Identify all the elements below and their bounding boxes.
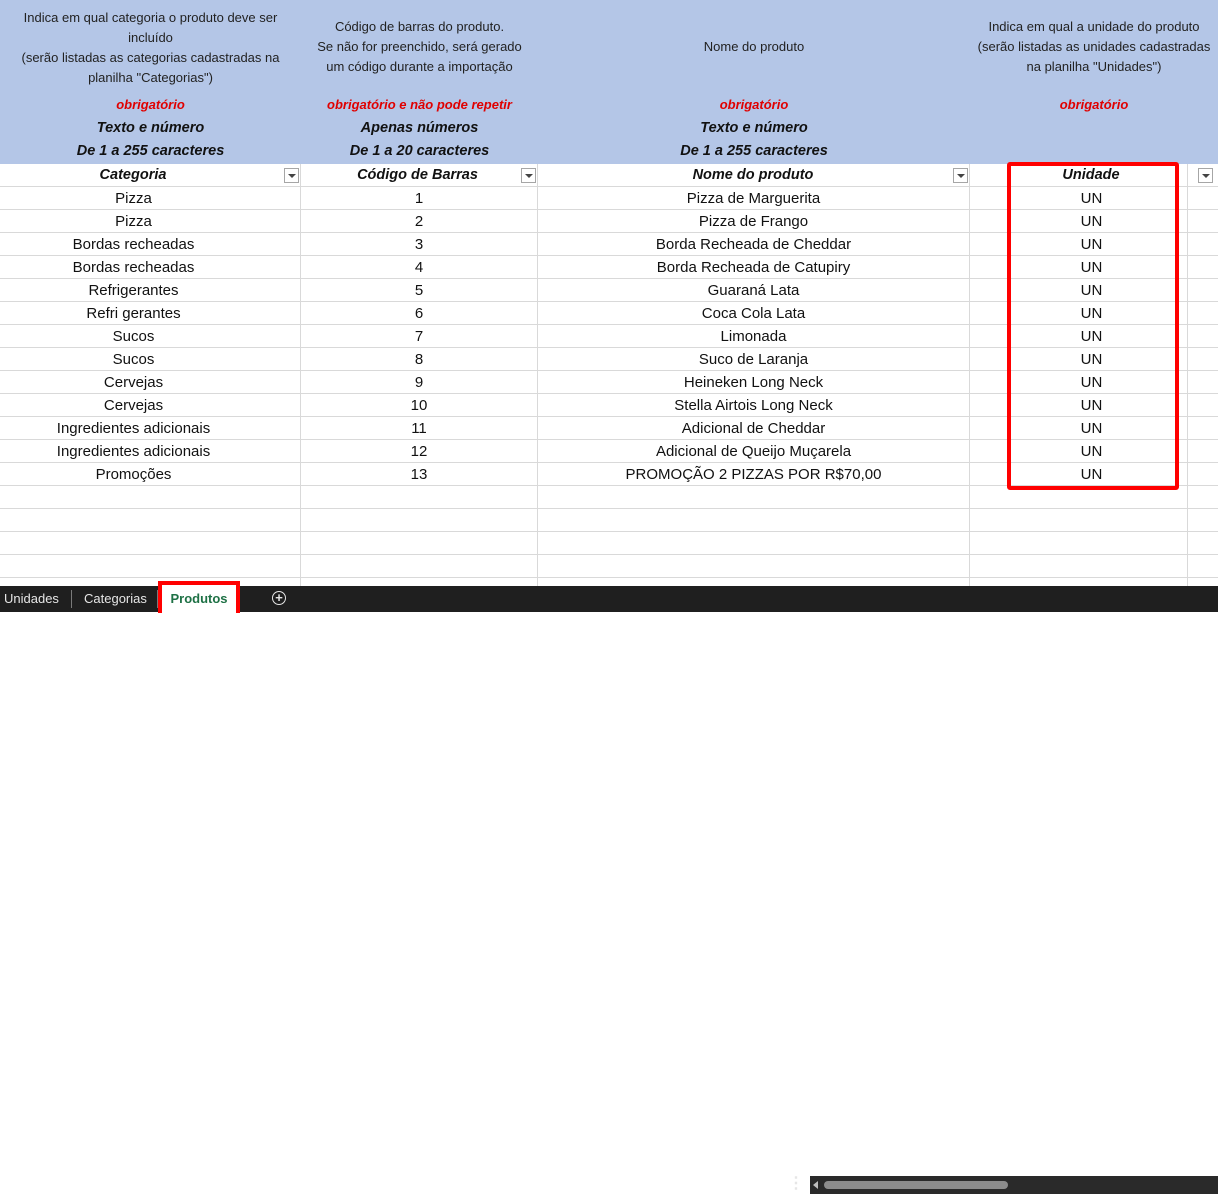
table-cell[interactable]: UN bbox=[1080, 351, 1103, 368]
table-cell[interactable]: 2 bbox=[414, 213, 424, 230]
description-barcode bbox=[301, 0, 538, 164]
table-cell[interactable]: UN bbox=[1080, 282, 1103, 299]
tab-separator bbox=[71, 590, 72, 608]
table-cell[interactable]: Ingredientes adicionais bbox=[56, 420, 211, 437]
table-cell[interactable]: Cervejas bbox=[103, 397, 164, 414]
filter-dropdown-icon[interactable] bbox=[284, 168, 299, 183]
table-cell[interactable]: 9 bbox=[414, 374, 424, 391]
table-cell[interactable]: Sucos bbox=[112, 328, 155, 345]
highlight-active-tab bbox=[158, 581, 240, 613]
more-options-icon[interactable]: ⋮ bbox=[788, 1175, 804, 1192]
filter-dropdown-icon[interactable] bbox=[1198, 168, 1213, 183]
table-cell[interactable]: Bordas recheadas bbox=[72, 259, 195, 276]
header-categoria[interactable]: Categoria bbox=[99, 167, 167, 183]
table-cell[interactable]: UN bbox=[1080, 443, 1103, 460]
description-text: Código de barras do produto. Se não for preenchido, será gerado um código durante a importação bbox=[317, 19, 522, 74]
grid-line bbox=[0, 577, 1218, 578]
table-cell[interactable]: Refrigerantes bbox=[88, 282, 179, 299]
table-cell[interactable]: Refri gerantes bbox=[86, 305, 181, 322]
scroll-left-icon[interactable] bbox=[813, 1181, 818, 1189]
table-cell[interactable]: 3 bbox=[414, 236, 424, 253]
description-text: Nome do produto bbox=[703, 39, 805, 54]
table-cell[interactable]: 1 bbox=[414, 190, 424, 207]
table-cell[interactable]: 10 bbox=[410, 397, 428, 414]
spreadsheet-grid bbox=[0, 0, 1218, 586]
table-cell[interactable]: Borda Recheada de Cheddar bbox=[655, 236, 852, 253]
header-codigo-de-barras[interactable]: Código de Barras bbox=[357, 167, 478, 183]
table-cell[interactable]: UN bbox=[1080, 420, 1103, 437]
table-cell[interactable]: Sucos bbox=[112, 351, 155, 368]
grid-line bbox=[0, 508, 1218, 509]
description-unit bbox=[970, 0, 1218, 164]
table-cell[interactable]: UN bbox=[1080, 374, 1103, 391]
table-cell[interactable]: 6 bbox=[414, 305, 424, 322]
table-cell[interactable]: 4 bbox=[414, 259, 424, 276]
description-category bbox=[0, 0, 301, 164]
table-cell[interactable]: Limonada bbox=[720, 328, 787, 345]
table-cell[interactable]: Bordas recheadas bbox=[72, 236, 195, 253]
table-cell[interactable]: Pizza de Frango bbox=[698, 213, 809, 230]
header-nome-do-produto[interactable]: Nome do produto bbox=[692, 167, 814, 183]
table-cell[interactable]: Pizza bbox=[115, 213, 152, 230]
add-sheet-icon[interactable]: + bbox=[272, 591, 286, 605]
required-label: obrigatório bbox=[116, 97, 185, 112]
grid-line bbox=[0, 554, 1218, 555]
table-cell[interactable]: UN bbox=[1080, 190, 1103, 207]
table-cell[interactable]: Promoções bbox=[95, 466, 172, 483]
description-text: Indica em qual a unidade do produto (serão listadas as unidades cadastradas na planilha "Unidades") bbox=[977, 19, 1211, 74]
filter-dropdown-icon[interactable] bbox=[521, 168, 536, 183]
table-cell[interactable]: 11 bbox=[411, 420, 427, 437]
table-cell[interactable]: Suco de Laranja bbox=[698, 351, 809, 368]
table-cell[interactable]: Coca Cola Lata bbox=[701, 305, 806, 322]
table-cell[interactable]: Heineken Long Neck bbox=[683, 374, 824, 391]
rule-length: De 1 a 255 caracteres bbox=[680, 143, 828, 159]
filter-dropdown-icon[interactable] bbox=[953, 168, 968, 183]
table-cell[interactable]: Pizza de Marguerita bbox=[686, 190, 821, 207]
rule-length: De 1 a 20 caracteres bbox=[349, 143, 490, 159]
description-product-name bbox=[538, 0, 970, 164]
table-cell[interactable]: Ingredientes adicionais bbox=[56, 443, 211, 460]
rule-type: Texto e número bbox=[96, 120, 205, 136]
description-text: Indica em qual categoria o produto deve ser incluído (serão listadas as categorias cadastradas na planilha "Categorias") bbox=[21, 10, 280, 85]
table-cell[interactable]: 12 bbox=[410, 443, 428, 460]
grid-line bbox=[0, 531, 1218, 532]
table-cell[interactable]: Stella Airtois Long Neck bbox=[674, 397, 833, 414]
highlight-unit-column bbox=[1007, 162, 1179, 490]
table-cell[interactable]: UN bbox=[1080, 305, 1103, 322]
table-cell[interactable]: Pizza bbox=[115, 190, 152, 207]
table-cell[interactable]: PROMOÇÃO 2 PIZZAS POR R$70,00 bbox=[625, 466, 882, 483]
rule-type: Texto e número bbox=[700, 120, 808, 136]
table-cell[interactable]: 7 bbox=[414, 328, 424, 345]
table-cell[interactable]: UN bbox=[1080, 259, 1103, 276]
tab-produtos[interactable]: Produtos bbox=[162, 586, 236, 612]
scrollbar-thumb[interactable] bbox=[824, 1181, 1008, 1189]
table-cell[interactable]: Guaraná Lata bbox=[707, 282, 800, 299]
tab-categorias[interactable]: Categorias bbox=[84, 591, 147, 606]
header-unidade[interactable]: Unidade bbox=[1062, 167, 1120, 183]
horizontal-scrollbar[interactable] bbox=[810, 1176, 1218, 1194]
tab-unidades[interactable]: Unidades bbox=[4, 591, 59, 606]
table-cell[interactable]: 8 bbox=[414, 351, 424, 368]
table-cell[interactable]: UN bbox=[1080, 466, 1103, 483]
rule-type: Apenas números bbox=[360, 120, 479, 136]
table-cell[interactable]: Borda Recheada de Catupiry bbox=[656, 259, 851, 276]
table-cell[interactable]: 5 bbox=[414, 282, 424, 299]
table-cell[interactable]: UN bbox=[1080, 328, 1103, 345]
table-cell[interactable]: Adicional de Queijo Muçarela bbox=[655, 443, 852, 460]
table-cell[interactable]: UN bbox=[1080, 397, 1103, 414]
rule-length: De 1 a 255 caracteres bbox=[76, 143, 225, 159]
required-label: obrigatório e não pode repetir bbox=[327, 97, 512, 112]
required-label: obrigatório bbox=[719, 97, 789, 112]
table-cell[interactable]: 13 bbox=[410, 466, 428, 483]
table-cell[interactable]: UN bbox=[1080, 236, 1103, 253]
table-cell[interactable]: Adicional de Cheddar bbox=[681, 420, 826, 437]
required-label: obrigatório bbox=[1059, 97, 1129, 112]
table-cell[interactable]: UN bbox=[1080, 213, 1103, 230]
table-cell[interactable]: Cervejas bbox=[103, 374, 164, 391]
